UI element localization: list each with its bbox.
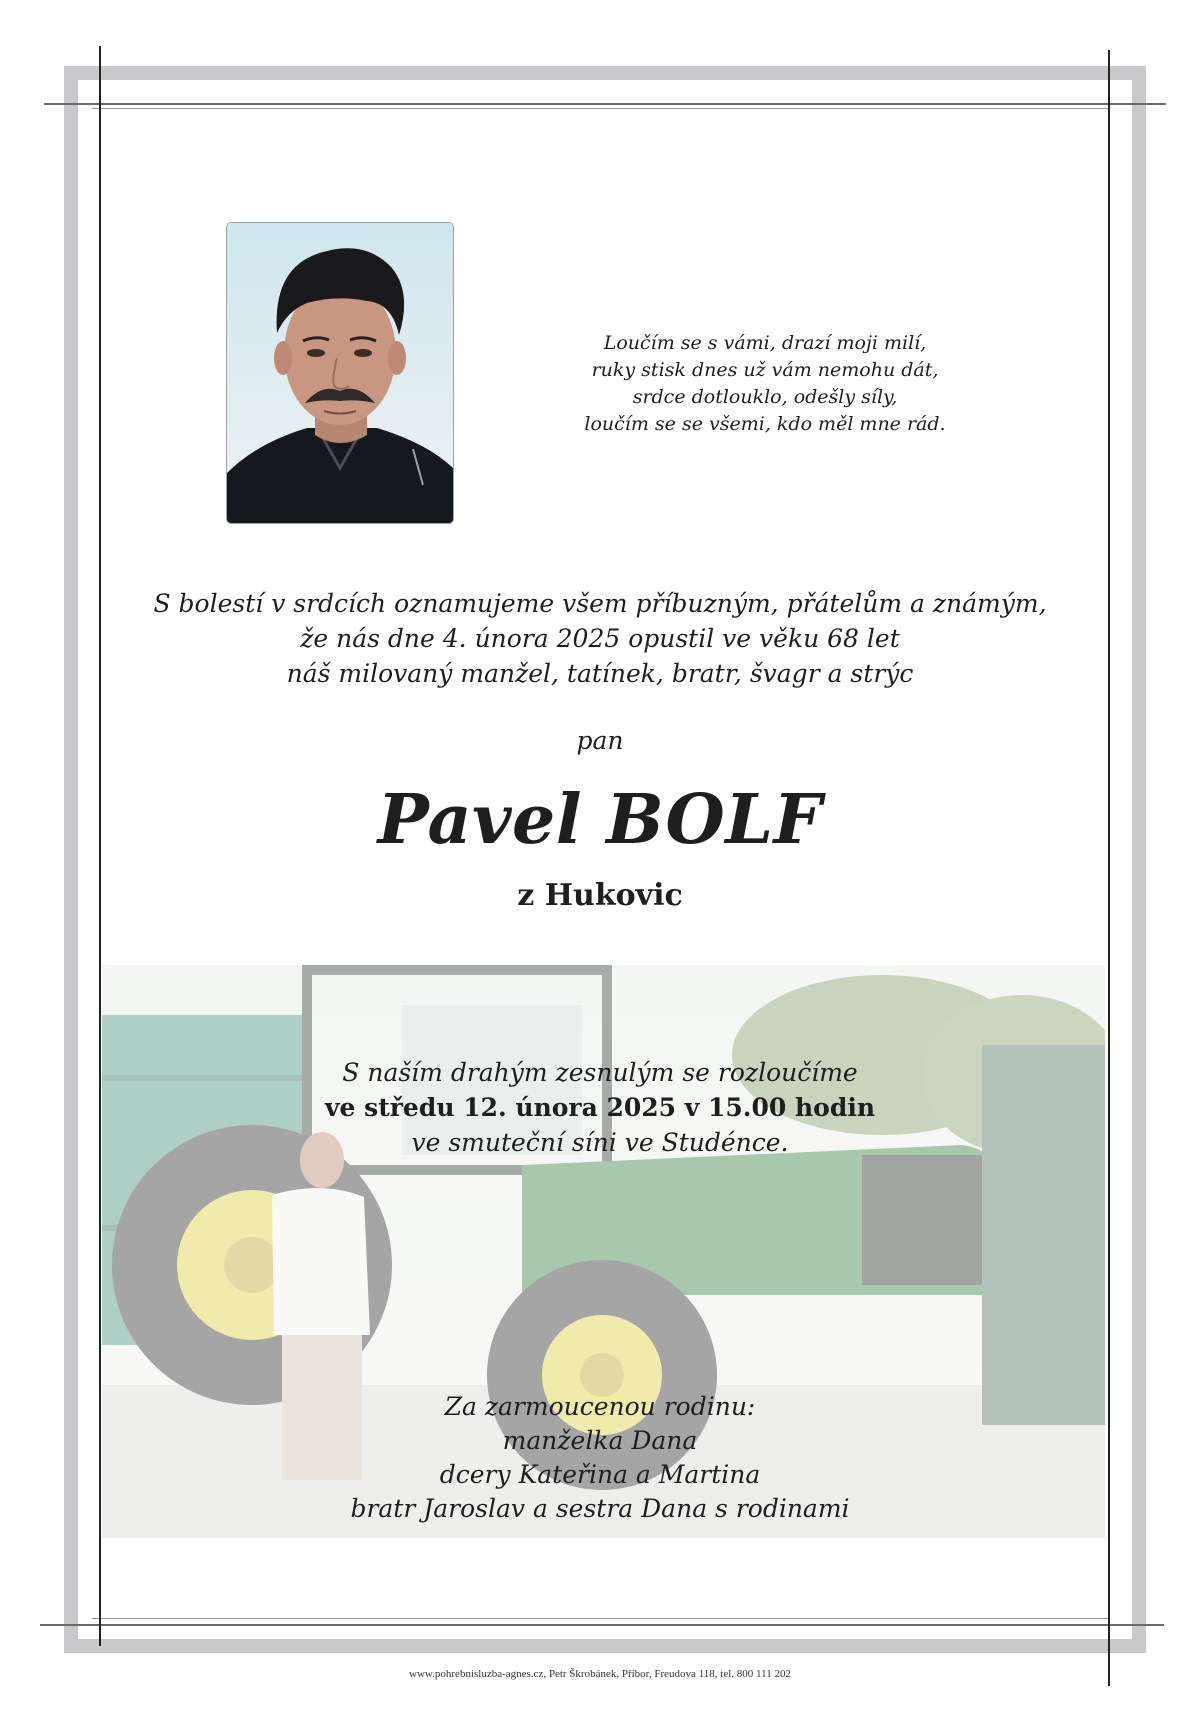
name-prefix: pan: [576, 726, 624, 755]
poem-line: srdce dotlouklo, odešly síly,: [632, 386, 898, 408]
announcement-line: náš milovaný manžel, tatínek, bratr, švagr a strýc: [286, 659, 914, 688]
deceased-origin: z Hukovic: [517, 878, 683, 913]
portrait-photo: [226, 222, 454, 524]
bottom-rule: [40, 1624, 1164, 1626]
family-line: bratr Jaroslav a sestra Dana s rodinami: [350, 1494, 850, 1523]
death-announcement: [140, 586, 1060, 691]
family-line: Za zarmoucenou rodinu:: [444, 1392, 756, 1421]
announcement-line: že nás dne 4. února 2025 opustil ve věku 68 let: [300, 624, 900, 653]
announcement-line: S bolestí v srdcích oznamujeme všem příbuzným, přátelům a známým,: [153, 589, 1047, 618]
deceased-name: Pavel BOLF: [377, 780, 823, 860]
poem-line: ruky stisk dnes už vám nemohu dát,: [591, 359, 939, 381]
funeral-service-footer: www.pohrebnisluzba-agnes.cz, Petr Škrobánek, Příbor, Freudova 118, tel. 800 111 202: [409, 1668, 791, 1680]
ceremony-intro: S naším drahým zesnulým se rozloučíme: [342, 1058, 858, 1087]
ceremony-datetime: ve středu 12. února 2025 v 15.00 hodin: [325, 1093, 875, 1122]
top-rule: [44, 103, 1166, 105]
top-rule-thin: [92, 108, 1108, 109]
ceremony-place: ve smuteční síni ve Studénce.: [411, 1128, 789, 1157]
grieving-family: [250, 1390, 950, 1526]
bottom-rule-thin: [92, 1618, 1108, 1619]
family-line: manželka Dana: [502, 1426, 698, 1455]
left-rule: [99, 46, 101, 1646]
poem-line: Loučím se s vámi, drazí moji milí,: [603, 332, 927, 354]
farewell-poem: [560, 330, 970, 438]
ceremony-info: [240, 1055, 960, 1160]
right-rule: [1108, 50, 1110, 1686]
family-line: dcery Kateřina a Martina: [439, 1460, 761, 1489]
poem-line: loučím se se všemi, kdo měl mne rád.: [584, 413, 946, 435]
